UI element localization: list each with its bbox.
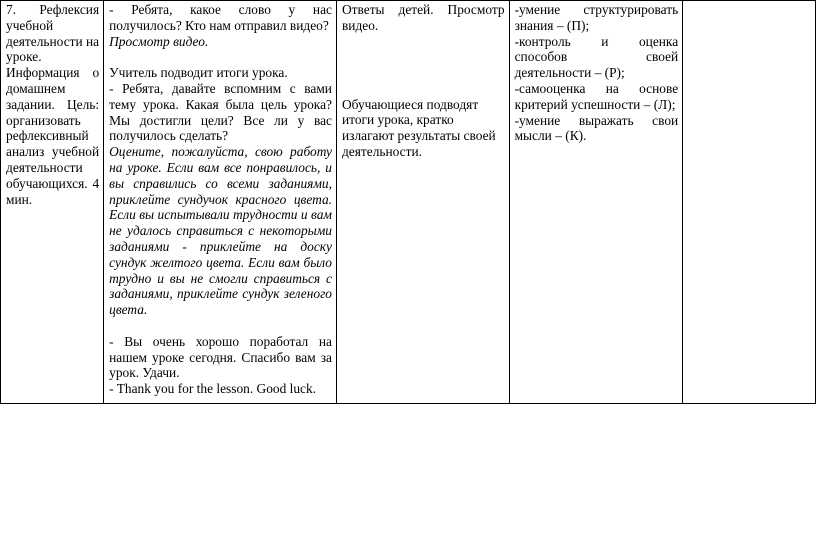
- table-row: [1, 1, 816, 404]
- uud-cell: [509, 1, 683, 404]
- teacher-summary: Учитель подводит итоги урока.: [109, 65, 288, 81]
- uud-item: -контроль и оценка способов своей деятельности – (Р);: [514, 33, 679, 81]
- stage-text: 7. Рефлексия учебной деятельности на уроке. Информация о домашнем задании. Цель: организовать рефлексивный анализ учебной деятельности обучающихся. 4 мин.: [6, 2, 100, 207]
- uud-item: -умение структурировать знания – (П);: [514, 2, 679, 33]
- uud-item: -умение выражать свои мысли – (К).: [514, 112, 679, 144]
- students-activity-cell: [336, 1, 509, 404]
- notes-cell: [683, 1, 816, 404]
- teacher-recap-questions: - Ребята, давайте вспомним с вами тему урока. Какая была цель урока? Мы достигли цели? Все ли у вас получилось сделать?: [109, 80, 332, 144]
- students-summary: Обучающиеся подводят итоги урока, кратко излагают результаты своей деятельности.: [341, 96, 496, 159]
- stage-cell: [1, 1, 104, 404]
- self-assessment-instructions: Оцените, пожалуйста, свою работу на уроке. Если вам все понравилось, и вы справились со всеми заданиями, приклейте сундучок красного цвета. Если вы испытывали трудности и вам не удалось справиться с некоторыми заданиями - приклейте на доску сундук желтого цвета. Если вам было трудно и вы не смогли справиться с заданиями, приклейте сундук зеленого цвета.: [109, 144, 332, 318]
- video-note: Просмотр видео.: [109, 33, 209, 49]
- teacher-activity-cell: [104, 1, 337, 404]
- uud-item: -самооценка на основе критерий успешности – (Л);: [514, 80, 679, 112]
- teacher-thanks: - Вы очень хорошо поработал на нашем уроке сегодня. Спасибо вам за урок. Удачи.: [109, 333, 332, 381]
- teacher-thanks-english: - Thank you for the lesson. Good luck.: [109, 381, 317, 397]
- teacher-question: - Ребята, какое слово у нас получилось? Кто нам отправил видео?: [109, 2, 332, 33]
- students-answers: Ответы детей. Просмотр видео.: [341, 2, 505, 33]
